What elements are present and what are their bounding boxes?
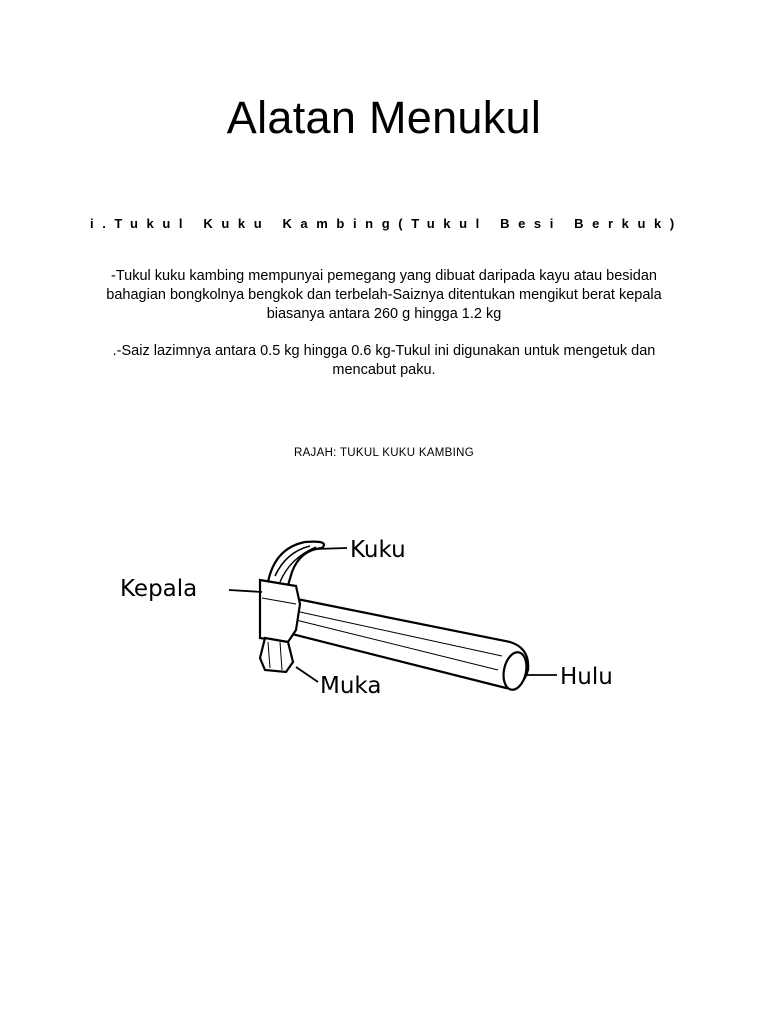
claw-hammer-illustration [110, 520, 650, 710]
paragraph-size-usage: .-Saiz lazimnya antara 0.5 kg hingga 0.6 kg-Tukul ini digunakan untuk mengetuk dan mencabut paku. [112, 343, 656, 378]
hammer-diagram [110, 520, 650, 710]
page-title: Alatan Menukul [226, 92, 542, 143]
label-kuku: Kuku [350, 537, 406, 563]
label-muka: Muka [320, 673, 382, 699]
paragraph-description: -Tukul kuku kambing mempunyai pemegang yang dibuat daripada kayu atau besidan bahagian bongkolnya bengkok dan terbelah-Saiznya ditentukan mengikut berat kepala biasanya antara 260 g hingga 1.2 kg [106, 268, 662, 322]
label-hulu: Hulu [560, 664, 613, 690]
section-heading: i.Tukul Kuku Kambing(Tukul Besi Berkuk) [90, 216, 683, 231]
figure-caption: RAJAH: TUKUL KUKU KAMBING [293, 447, 475, 459]
label-kepala: Kepala [120, 576, 198, 602]
